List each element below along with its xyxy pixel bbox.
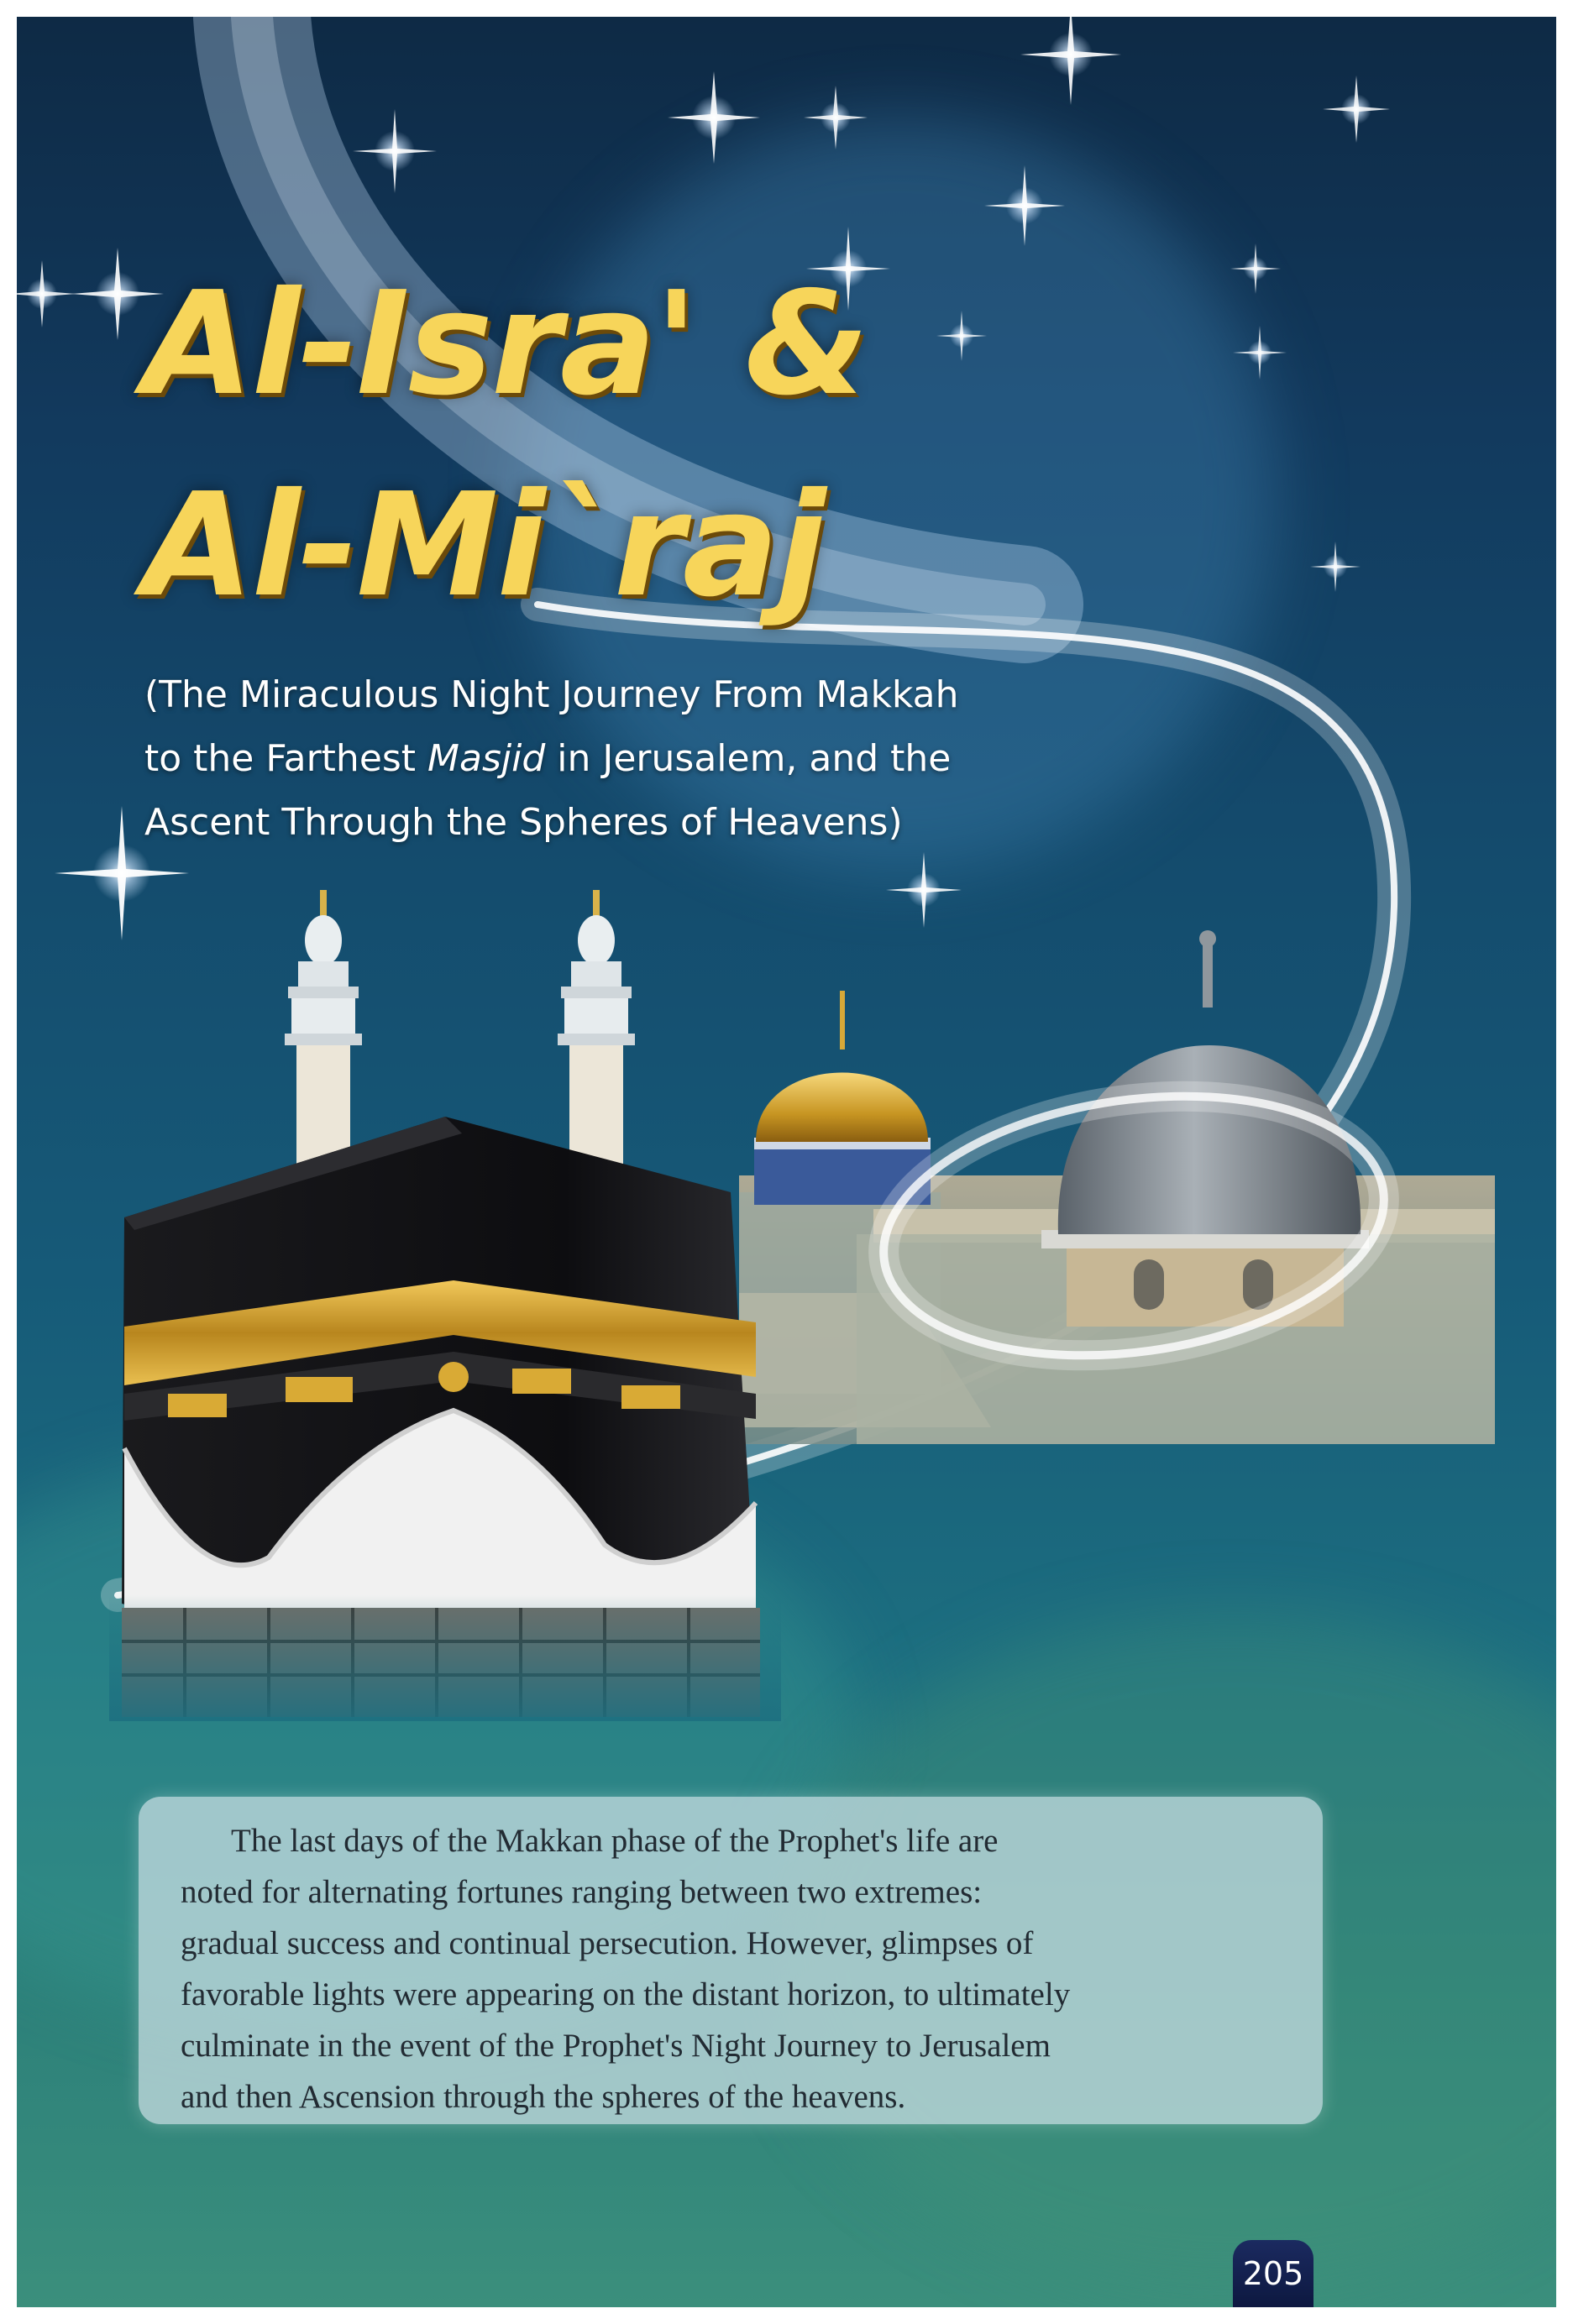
intro-line-6: and then Ascension through the spheres of the heavens. [181, 2079, 906, 2115]
subtitle-masjid-italic: Masjid [427, 737, 546, 780]
intro-line-2: noted for alternating fortunes ranging between two extremes: [181, 1874, 983, 1910]
subtitle-line-2-start: to the Farthest [144, 737, 428, 780]
subtitle [144, 663, 1110, 855]
intro-line-5: culminate in the event of the Prophet's Night Journey to Jerusalem [181, 2028, 1051, 2064]
subtitle-line-2-end: in Jerusalem, and the [545, 737, 952, 780]
title-line-1: Al-Isra' & [143, 261, 868, 427]
subtitle-line-1: (The Miraculous Night Journey From Makkah [144, 673, 959, 716]
subtitle-line-3: Ascent Through the Spheres of Heavens) [144, 801, 903, 844]
kaaba-icon [109, 1117, 781, 1721]
title-line-2: Al-Mi`raj [143, 463, 825, 629]
page-number: 205 [1233, 2240, 1313, 2307]
golden-dome-icon [754, 991, 931, 1205]
intro-line-1: The last days of the Makkan phase of the Prophet's life are [231, 1823, 999, 1859]
intro-paragraph [181, 1815, 1285, 2122]
intro-text-box [139, 1797, 1323, 2124]
intro-line-3: gradual success and continual persecution. However, glimpses of [181, 1925, 1034, 1961]
intro-line-4: favorable lights were appearing on the distant horizon, to ultimately [181, 1976, 1071, 2013]
book-page [17, 17, 1556, 2307]
subtitle-line-2 [144, 727, 1110, 791]
